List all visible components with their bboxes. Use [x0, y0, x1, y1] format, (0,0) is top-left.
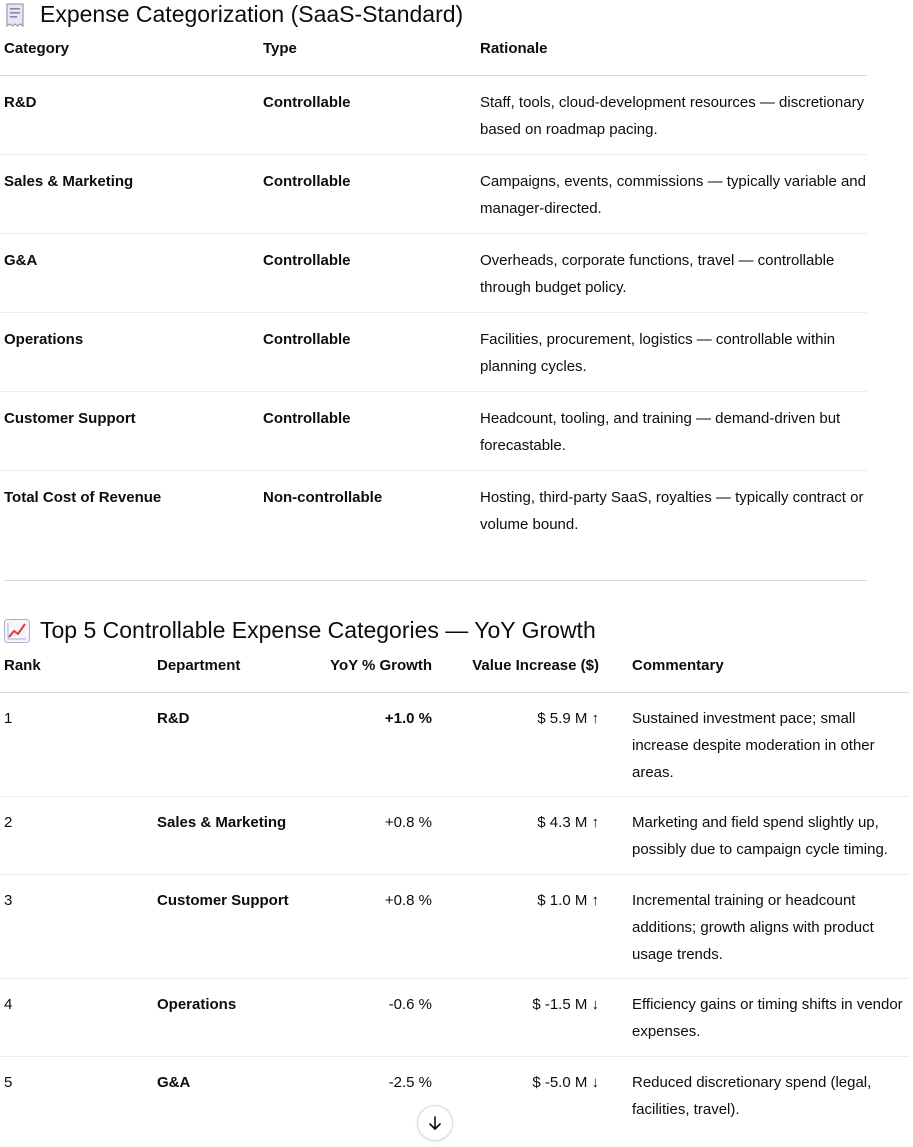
- category-cell: Customer Support: [4, 409, 136, 427]
- category-cell: R&D: [4, 93, 37, 111]
- section-heading-expense-categorization: [4, 1, 463, 28]
- rank-cell: 4: [4, 995, 13, 1013]
- section-title: Top 5 Controllable Expense Categories — YoY Growth: [40, 617, 596, 643]
- column-header-yoy-growth: YoY % Growth: [298, 657, 432, 692]
- growth-cell: -2.5 %: [388, 1073, 432, 1091]
- value-cell: $ 4.3 M ↑: [537, 813, 599, 831]
- rationale-cell: Headcount, tooling, and training — demand-driven but forecastable.: [480, 409, 841, 454]
- value-cell: $ -5.0 M ↓: [532, 1073, 599, 1091]
- commentary-cell: Marketing and field spend slightly up, possibly due to campaign cycle timing.: [632, 813, 888, 858]
- table-row: [0, 1056, 909, 1134]
- chart-increasing-icon: [4, 619, 30, 643]
- table-row: [0, 154, 867, 233]
- table-row: [0, 233, 867, 312]
- rationale-cell: Campaigns, events, commissions — typically variable and manager-directed.: [480, 172, 866, 217]
- rank-cell: 5: [4, 1073, 13, 1091]
- commentary-cell: Sustained investment pace; small increase despite moderation in other areas.: [632, 709, 875, 781]
- type-cell: Controllable: [263, 251, 351, 269]
- category-cell: Total Cost of Revenue: [4, 488, 162, 506]
- growth-cell: -0.6 %: [388, 995, 432, 1013]
- commentary-cell: Reduced discretionary spend (legal, facilities, travel).: [632, 1073, 872, 1118]
- type-cell: Controllable: [263, 93, 351, 111]
- column-header-commentary: Commentary: [599, 657, 909, 692]
- expense-categorization-table: [0, 40, 867, 549]
- table-row: [0, 75, 867, 154]
- arrow-down-icon: [427, 1115, 443, 1131]
- rationale-cell: Overheads, corporate functions, travel — controllable through budget policy.: [480, 251, 835, 296]
- commentary-cell: Efficiency gains or timing shifts in vendor expenses.: [632, 995, 903, 1040]
- value-cell: $ 1.0 M ↑: [537, 891, 599, 909]
- rationale-cell: Staff, tools, cloud-development resources — discretionary based on roadmap pacing.: [480, 93, 865, 138]
- table-row: [0, 692, 909, 796]
- rank-cell: 2: [4, 813, 13, 831]
- value-cell: $ 5.9 M ↑: [537, 709, 599, 727]
- column-header-rank: Rank: [0, 657, 153, 692]
- category-cell: Sales & Marketing: [4, 172, 134, 190]
- section-title: Expense Categorization (SaaS-Standard): [40, 1, 464, 27]
- growth-cell: +0.8 %: [384, 813, 432, 831]
- growth-cell: +0.8 %: [384, 891, 432, 909]
- rationale-cell: Facilities, procurement, logistics — controllable within planning cycles.: [480, 330, 836, 375]
- type-cell: Controllable: [263, 409, 351, 427]
- category-cell: G&A: [4, 251, 38, 269]
- commentary-cell: Incremental training or headcount additions; growth aligns with product usage trends.: [632, 891, 874, 963]
- column-header-department: Department: [153, 657, 298, 692]
- receipt-icon: [4, 3, 30, 27]
- department-cell: R&D: [157, 709, 190, 727]
- department-cell: G&A: [157, 1073, 191, 1091]
- rank-cell: 1: [4, 709, 13, 727]
- column-header-category: Category: [0, 40, 259, 75]
- yoy-growth-table: [0, 657, 909, 1134]
- table-row: [0, 470, 867, 549]
- column-header-rationale: Rationale: [476, 40, 867, 75]
- rank-cell: 3: [4, 891, 13, 909]
- growth-cell: +1.0 %: [384, 709, 432, 727]
- table-row: [0, 391, 867, 470]
- table-row: [0, 874, 909, 978]
- column-header-value-increase: Value Increase ($): [432, 657, 599, 692]
- department-cell: Sales & Marketing: [157, 813, 287, 831]
- table-row: [0, 978, 909, 1056]
- rationale-cell: Hosting, third-party SaaS, royalties — typically contract or volume bound.: [480, 488, 864, 533]
- column-header-type: Type: [259, 40, 476, 75]
- value-cell: $ -1.5 M ↓: [532, 995, 599, 1013]
- scroll-to-bottom-button[interactable]: [417, 1105, 453, 1141]
- type-cell: Controllable: [263, 330, 351, 348]
- category-cell: Operations: [4, 330, 84, 348]
- department-cell: Customer Support: [157, 891, 289, 909]
- type-cell: Controllable: [263, 172, 351, 190]
- section-heading-top5-growth: [4, 617, 596, 644]
- section-divider: [4, 580, 867, 581]
- table-row: [0, 796, 909, 874]
- department-cell: Operations: [157, 995, 237, 1013]
- type-cell: Non-controllable: [263, 488, 383, 506]
- table-row: [0, 312, 867, 391]
